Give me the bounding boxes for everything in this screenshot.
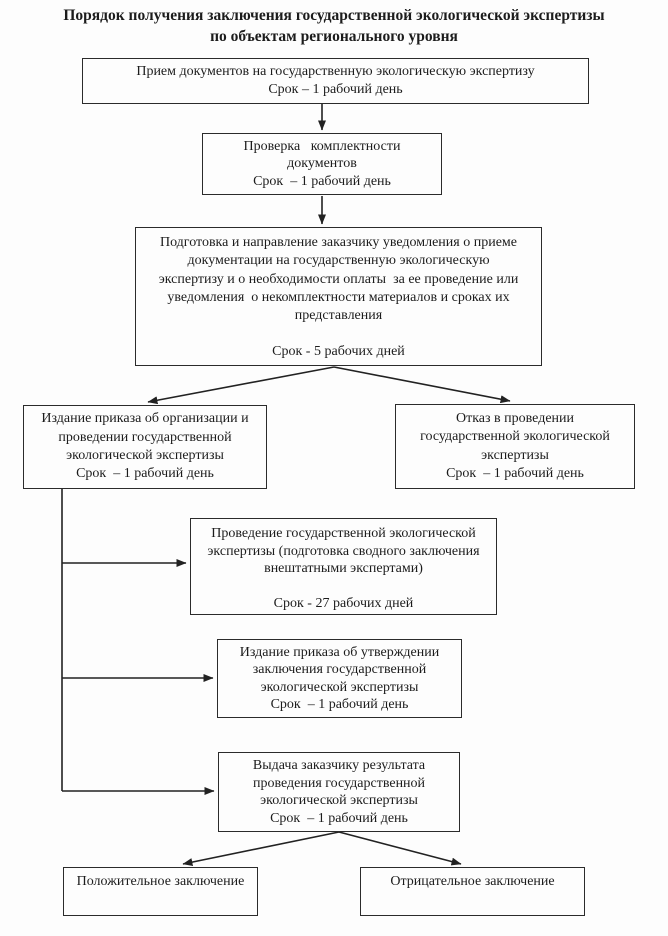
node-spacer [197, 578, 490, 596]
node-issue-result [218, 752, 460, 832]
node-text: проведении государственной [58, 429, 232, 445]
node-term: Срок – 1 рабочий день [270, 810, 408, 826]
node-text: экологической экспертизы [260, 793, 418, 808]
node-text: документации на государственную экологическую [187, 253, 490, 269]
node-positive-conclusion [63, 867, 258, 916]
node-conduct-expertise [190, 518, 497, 615]
node-term: Срок – 1 рабочий день [76, 466, 214, 482]
node-accept-documents [82, 58, 589, 104]
node-text: Проведение государственной экологической [211, 526, 476, 541]
node-text: проведения государственной [252, 775, 426, 791]
node-term: Срок - 27 рабочих дней [273, 596, 414, 611]
arrow-notify-to-refusal [334, 367, 510, 401]
node-order-approval [217, 639, 462, 718]
node-term: Срок - 5 рабочих дней [272, 343, 405, 359]
node-text: экспертизы (подготовка сводного заключения [207, 543, 480, 559]
node-text: внештатными экспертами) [264, 561, 423, 576]
node-term: Срок – 1 рабочий день [253, 173, 391, 189]
page-title [0, 6, 668, 48]
node-text: Отрицательное заключение [390, 874, 555, 889]
node-spacer [142, 325, 535, 343]
arrow-issue-to-positive [183, 832, 339, 864]
node-term: Срок – 1 рабочий день [268, 82, 403, 97]
arrow-issue-to-negative [339, 832, 461, 864]
node-notification [135, 227, 542, 366]
node-text: Издание приказа об организации и [41, 411, 249, 427]
node-term: Срок – 1 рабочий день [446, 465, 584, 481]
node-text: экспертизы [481, 447, 549, 463]
node-text: государственной экологической [420, 429, 610, 445]
node-text: Положительное заключение [76, 874, 245, 889]
page-title-line1: Порядок получения заключения государственной экологической экспертизы [63, 7, 605, 24]
node-refusal [395, 404, 635, 489]
node-text: Издание приказа об утверждении [239, 644, 440, 660]
node-text: Проверка комплектности [243, 138, 401, 154]
node-order-organization [23, 405, 267, 489]
node-text: уведомления о некомплектности материалов и сроках их [167, 289, 510, 305]
page-title-line2: по объектам регионального уровня [210, 27, 458, 45]
node-text: документов [287, 156, 357, 172]
arrow-notify-to-order-org [148, 367, 334, 402]
node-negative-conclusion [360, 867, 585, 916]
node-text: экологической экспертизы [66, 448, 224, 463]
node-text: Подготовка и направление заказчику уведомления о приеме [159, 235, 518, 250]
node-text: Прием документов на государственную экологическую экспертизу [136, 64, 535, 79]
node-text: заключения государственной [252, 662, 427, 677]
node-text: Выдача заказчику результата [252, 758, 426, 773]
node-term: Срок – 1 рабочий день [270, 697, 409, 712]
node-check-completeness [202, 133, 442, 195]
node-text: экспертизу и о необходимости оплаты за ее проведение или [158, 271, 519, 287]
node-text: Отказ в проведении [455, 410, 575, 426]
node-text: представления [294, 308, 383, 323]
node-text: экологической экспертизы [260, 679, 419, 695]
